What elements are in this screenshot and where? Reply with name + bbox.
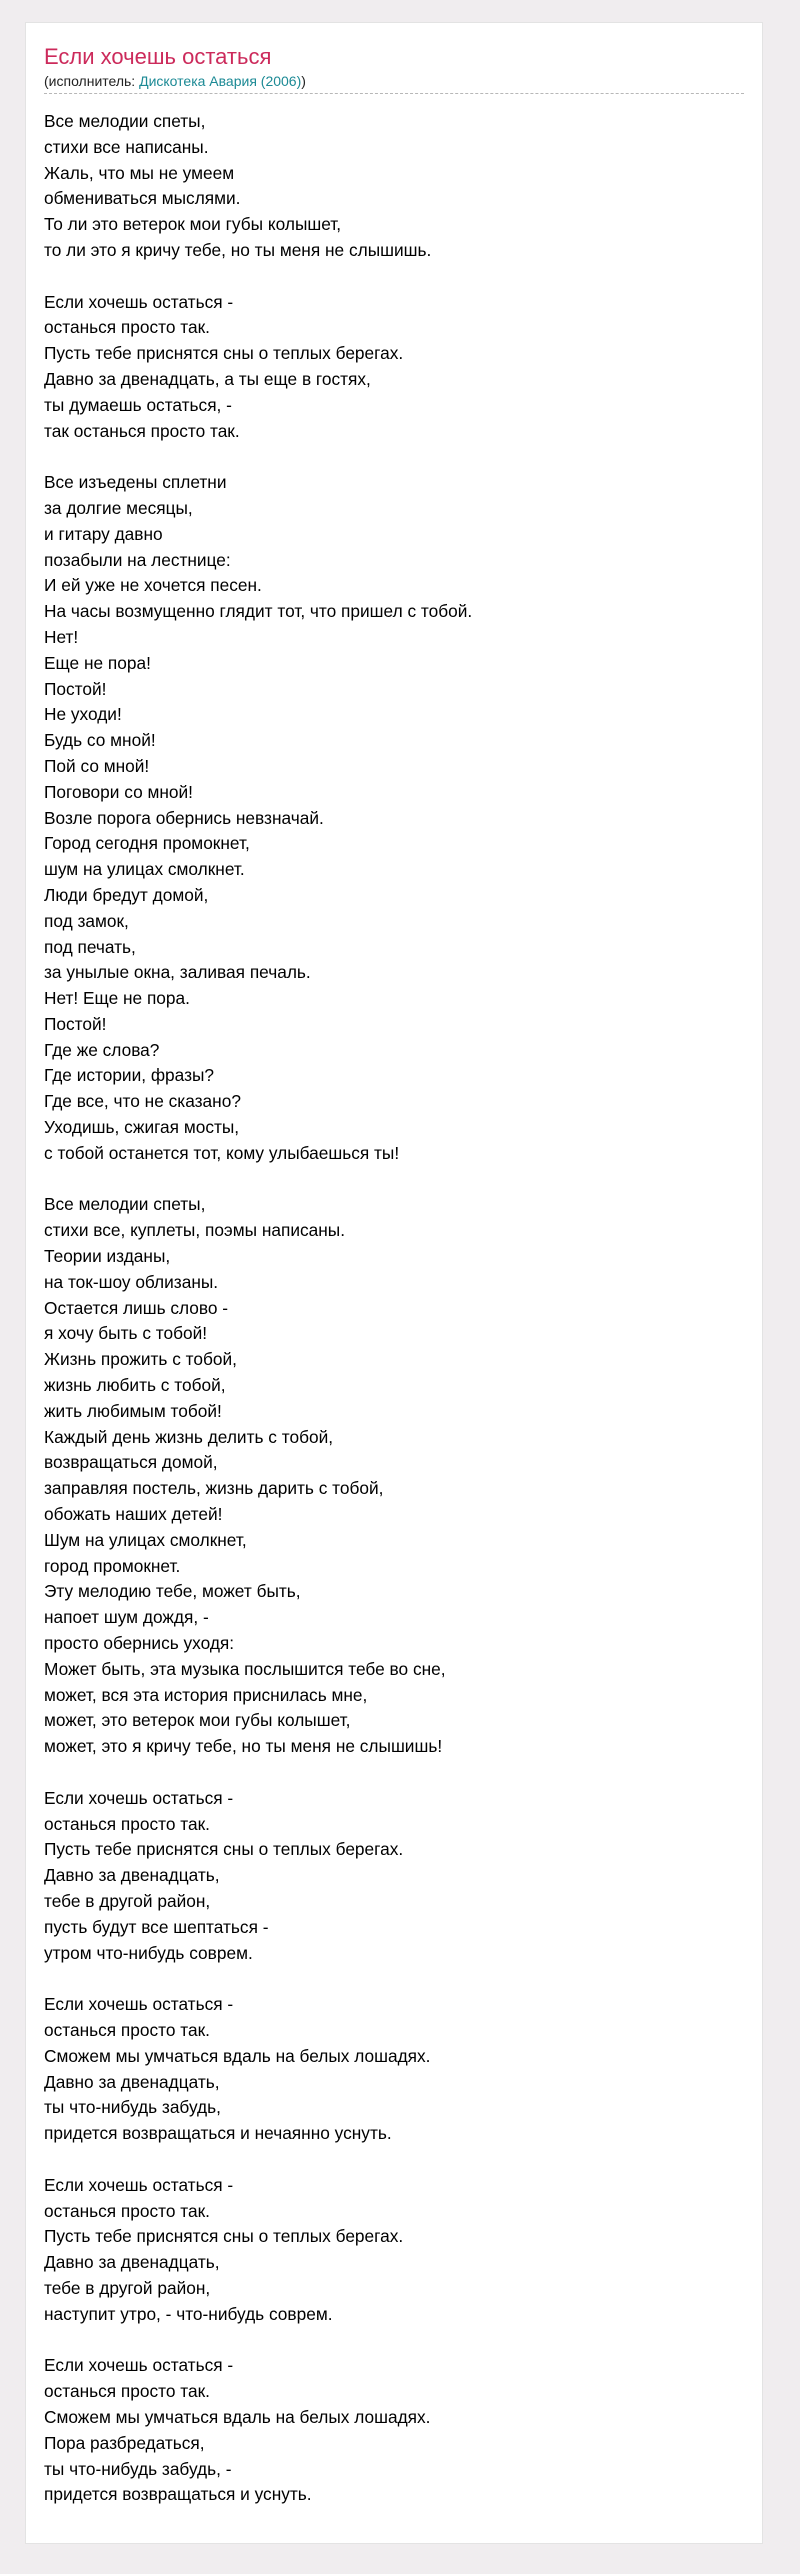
lyric-line: позабыли на лестнице:	[44, 549, 231, 570]
lyric-line: возвращаться домой,	[44, 1452, 218, 1473]
lyric-line: стихи все написаны.	[44, 136, 209, 157]
lyric-line: придется возвращаться и уснуть.	[44, 2484, 312, 2505]
lyric-line: тебе в другой район,	[44, 2277, 211, 2298]
lyrics-text	[44, 109, 744, 2508]
lyric-line: под замок,	[44, 910, 129, 931]
lyric-line: наступит утро, - что-нибудь соврем.	[44, 2303, 333, 2324]
lyric-line: Все мелодии спеты,	[44, 1194, 206, 1215]
lyric-line: Сможем мы умчаться вдаль на белых лошадях.	[44, 2045, 431, 2066]
meta-prefix: (исполнитель:	[44, 73, 140, 89]
lyric-line: напоет шум дождя, -	[44, 1607, 209, 1628]
lyric-line: Давно за двенадцать,	[44, 2071, 220, 2092]
lyric-line: Если хочешь остаться -	[44, 1787, 234, 1808]
lyric-line: жизнь любить с тобой,	[44, 1375, 226, 1396]
lyric-line: стихи все, куплеты, поэмы написаны.	[44, 1220, 346, 1241]
lyric-line: заправляя постель, жизнь дарить с тобой,	[44, 1478, 384, 1499]
lyric-line: Где истории, фразы?	[44, 1065, 215, 1086]
lyric-line: Нет! Еще не пора.	[44, 988, 190, 1009]
lyric-line: под печать,	[44, 936, 136, 957]
lyric-line: ты что-нибудь забудь,	[44, 2097, 221, 2118]
lyric-line: и гитару давно	[44, 523, 163, 544]
lyric-line: Если хочешь остаться -	[44, 2355, 234, 2376]
lyric-line: обмениваться мыслями.	[44, 188, 241, 209]
lyric-line: Будь со мной!	[44, 730, 156, 751]
lyric-line: Еще не пора!	[44, 652, 151, 673]
lyric-line: Жизнь прожить с тобой,	[44, 1349, 237, 1370]
artist-link[interactable]: Дискотека Авария (2006)	[139, 73, 302, 89]
lyric-line: Возле порога обернись невзначай.	[44, 807, 324, 828]
lyric-line: Давно за двенадцать, а ты еще в гостях,	[44, 368, 371, 389]
stanza-gap	[44, 1966, 744, 1992]
song-meta	[44, 72, 744, 94]
lyric-line: пусть будут все шептаться -	[44, 1916, 269, 1937]
lyric-line: Уходишь, сжигая мосты,	[44, 1117, 240, 1138]
lyric-line: Давно за двенадцать,	[44, 2252, 220, 2273]
lyric-line: тебе в другой район,	[44, 1890, 211, 1911]
lyric-line: обожать наших детей!	[44, 1504, 223, 1525]
lyric-line: Пора разбредаться,	[44, 2432, 205, 2453]
lyric-line: придется возвращаться и нечаянно уснуть.	[44, 2123, 392, 2144]
lyric-line: за унылые окна, заливая печаль.	[44, 962, 311, 983]
meta-suffix: )	[301, 73, 306, 89]
lyric-line: Город сегодня промокнет,	[44, 833, 250, 854]
lyric-line: Если хочешь остаться -	[44, 291, 234, 312]
lyric-line: Постой!	[44, 678, 107, 699]
stanza-gap	[44, 1760, 744, 1786]
song-title: Если хочешь остаться	[44, 44, 272, 69]
lyric-line: шум на улицах смолкнет.	[44, 859, 245, 880]
stanza-gap	[44, 1167, 744, 1193]
lyric-line: Если хочешь остаться -	[44, 2174, 234, 2195]
lyric-line: Пой со мной!	[44, 755, 150, 776]
lyric-line: Жаль, что мы не умеем	[44, 162, 235, 183]
lyric-line: останься просто так.	[44, 2200, 210, 2221]
lyric-line: утром что-нибудь соврем.	[44, 1942, 253, 1963]
stanza-gap	[44, 264, 744, 290]
lyric-line: Сможем мы умчаться вдаль на белых лошадях.	[44, 2406, 431, 2427]
lyric-line: может, это я кричу тебе, но ты меня не слышишь!	[44, 1736, 443, 1757]
lyric-line: Остается лишь слово -	[44, 1297, 229, 1318]
lyric-line: Давно за двенадцать,	[44, 1865, 220, 1886]
lyric-line: Не уходи!	[44, 704, 122, 725]
stanza-gap	[44, 2328, 744, 2354]
lyric-line: На часы возмущенно глядит тот, что пришел с тобой.	[44, 601, 473, 622]
lyric-line: То ли это ветерок мои губы колышет,	[44, 214, 342, 235]
lyric-line: я хочу быть с тобой!	[44, 1323, 208, 1344]
lyric-line: Где все, что не сказано?	[44, 1091, 241, 1112]
lyric-line: Пусть тебе приснятся сны о теплых берегах.	[44, 343, 404, 364]
lyric-line: может, вся эта история приснилась мне,	[44, 1684, 368, 1705]
lyric-line: за долгие месяцы,	[44, 497, 193, 518]
lyric-line: останься просто так.	[44, 2381, 210, 2402]
lyric-line: Если хочешь остаться -	[44, 1994, 234, 2015]
stanza-gap	[44, 444, 744, 470]
lyric-line: Шум на улицах смолкнет,	[44, 1529, 247, 1550]
lyric-line: Все изъедены сплетни	[44, 472, 227, 493]
lyric-line: Может быть, эта музыка послышится тебе во сне,	[44, 1658, 446, 1679]
lyric-line: Эту мелодию тебе, может быть,	[44, 1581, 301, 1602]
lyric-line: Люди бредут домой,	[44, 884, 209, 905]
lyric-line: то ли это я кричу тебе, но ты меня не слышишь.	[44, 239, 432, 260]
lyric-line: ты думаешь остаться, -	[44, 394, 232, 415]
lyric-line: Нет!	[44, 626, 79, 647]
lyric-line: может, это ветерок мои губы колышет,	[44, 1710, 351, 1731]
lyric-line: Теории изданы,	[44, 1246, 171, 1267]
lyric-line: останься просто так.	[44, 317, 210, 338]
lyric-line: ты что-нибудь забудь, -	[44, 2458, 232, 2479]
lyric-line: просто обернись уходя:	[44, 1633, 235, 1654]
lyric-line: Все мелодии спеты,	[44, 111, 206, 131]
lyric-line: Каждый день жизнь делить с тобой,	[44, 1426, 334, 1447]
lyric-line: останься просто так.	[44, 2019, 210, 2040]
song-card	[25, 22, 763, 2544]
lyric-line: Где же слова?	[44, 1039, 160, 1060]
lyric-line: жить любимым тобой!	[44, 1400, 222, 1421]
stanza-gap	[44, 2147, 744, 2173]
lyric-line: Постой!	[44, 1013, 107, 1034]
lyric-line: Поговори со мной!	[44, 781, 193, 802]
lyric-line: Пусть тебе приснятся сны о теплых берегах.	[44, 1839, 404, 1860]
lyric-line: Пусть тебе приснятся сны о теплых берегах.	[44, 2226, 404, 2247]
lyric-line: на ток-шоу облизаны.	[44, 1271, 219, 1292]
lyric-line: город промокнет.	[44, 1555, 181, 1576]
lyric-line: И ей уже не хочется песен.	[44, 575, 262, 596]
lyric-line: так останься просто так.	[44, 420, 240, 441]
lyric-line: с тобой останется тот, кому улыбаешься ты!	[44, 1142, 400, 1163]
lyric-line: останься просто так.	[44, 1813, 210, 1834]
